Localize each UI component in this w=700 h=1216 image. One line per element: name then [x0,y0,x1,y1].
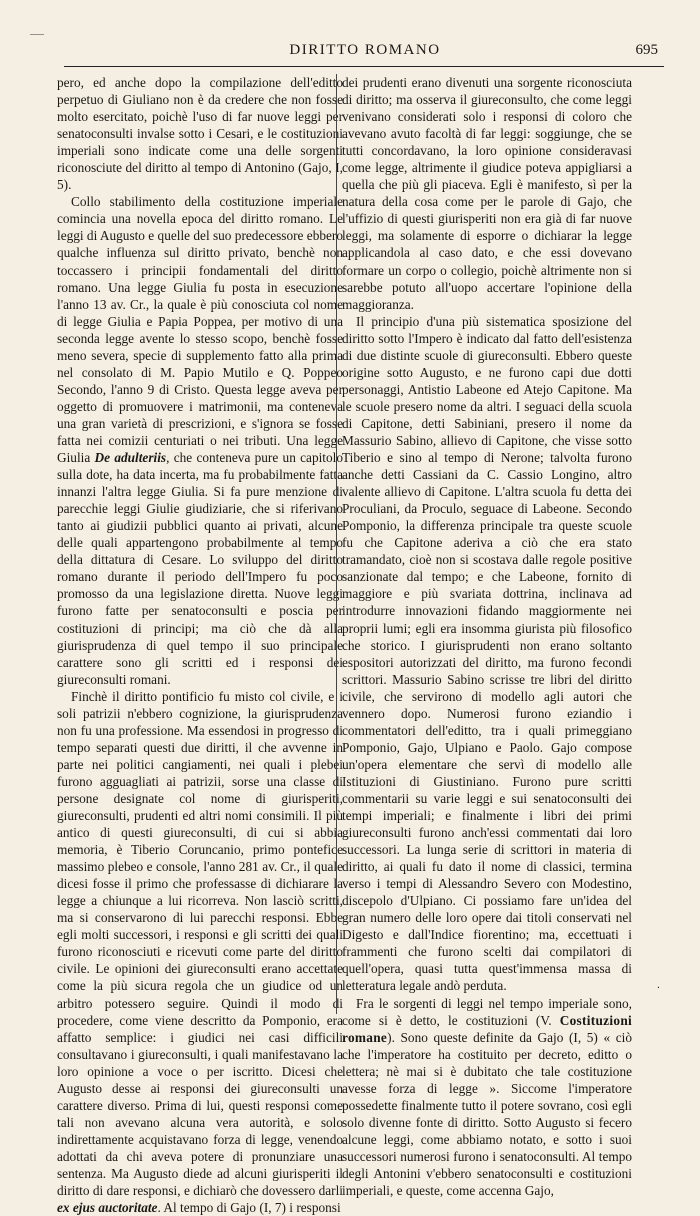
corner-mark [30,34,44,35]
paragraph-text: Il principio d'una più sistematica sposizione del diritto sotto l'Impero è indicato dal fatto dell'esistenza di due distinte scuole di giureconsulti. Ebbero queste origine sotto Augusto, e ne furono capi due dotti personaggi, Antistio Labeone ed Atejo Capitone. Ma le scuole presero nome da altri. I seguaci della scuola di Capitone, detti Sabiniani, presero il nome da Massurio Sabino, allievo di Capitone, che visse sotto Tiberio e sino al tempo di Nerone; talvolta furono anche detti Cassiani da C. Cassio Longino, altro valente allievo di Capitone. L'altra scuola fu detta dei Proculiani, da Proculo, seguace di Labeone. Secondo Pomponio, la differenza principale tra queste scuole fu che Capitone aderiva a ciò che era stato tramandato, cioè non si scostava dalle regole positive sanzionate dal tempo; e che Labeone, fornito di maggiore e più svariata dottrina, inclinava ad introdurre innovazioni fidando maggiormente nei proprii lumi; egli era insomma giurista più filosofico che storico. I giurisprudenti non erano soltanto espositori autorizzati del diritto, ma furono fecondi scrittori. Massurio Sabino scrisse tre libri del diritto civile, che servirono di modello agli autori che vennero dopo. Numerosi furono eziandio i commentatori dell'editto, tra i quali primeggiano Pomponio, Gajo, Ulpiano e Paolo. Gajo compose un'opera elementare che servì di modello alle Istituzioni di Giustiniano. Furono pure scritti commentarii su varie leggi e sui senatoconsulti dei tempi imperiali; e finalmente i libri dei primi giureconsulti furono anch'essi commentati dai loro successori. La lunga serie di scrittori in materia di diritto, ai quali fu dato il nome di classici, termina verso i tempi di Alessandro Severo con Modestino, discepolo d'Ulpiano. Ci possiamo fare un'idea del gran numero delle loro opere dai titoli conservati nel Digesto e dall'Indice fiorentino; ma, eccettuati i frammenti che furono scelti dai compilatori di quell'opera, quasi tutta quest'immensa massa di letteratura legale andò perduta. [342,313,632,994]
page-header [70,42,660,64]
column-divider [336,74,337,1014]
paragraph-text: , che conteneva pure un capitolo sulla dote, ha data incerta, ma fu probabilmente fatta innanzi l'altra legge Giulia. Si fa pure menzione di parecchie leggi Giulie giudiziarie, che si riferivano tanto ai giudizii pubblici quanto ai privati, alcune delle quali appartengono probabilmente al tempo della dittatura di Cesare. Lo sviluppo del diritto romano durante il periodo dell'Impero fu poco promosso da una legislazione diretta. Nuove leggi furono fatte per senatoconsulti e poscia per costituzioni di principi; ma ciò che dà alla giurisprudenza di quel tempo il suo principale carattere sono gli scritti ed i responsi dei giureconsulti romani. [57,450,343,687]
paragraph-text: . Al tempo di Gajo (I, 7) i responsi [157,1200,341,1216]
paragraph-text: Collo stabilimento della costituzione imperiale comincia una novella epoca del diritto romano. Le leggi di Augusto e quelle del suo predecessore ebbero qualche influenza sul diritto privato, benchè non toccassero i principii fondamentali del diritto romano. Una legge Giulia fu posta in esecuzione l'anno 13 av. Cr., la quale è più conosciuta col nome di legge Giulia e Papia Poppea, per motivo di una seconda legge avente lo stesso scopo, benchè fosse meno severa, specie di supplemento fatto alla prima nel consolato di M. Papio Mutilo e Q. Poppeo Secondo, l'anno 9 di Cristo. Questa legge aveva per oggetto di promuovere i matrimonii, ma conteneva una gran varietà di prescrizioni, e s'ignora se fosse fatta nei comizii centuriati o nei tributi. Una legge Giulia [57,194,343,466]
paragraph [57,193,343,687]
running-title: DIRITTO ROMANO [289,42,441,58]
paragraph [342,313,632,995]
print-speck: · [656,983,660,994]
paragraph [342,74,632,313]
paragraph [57,688,343,1216]
paragraph-text: pero, ed anche dopo la compilazione dell'editto perpetuo di Giuliano non è da credere che non fosse molto esercitato, poichè l'uso di far nuove leggi per senatoconsulti invalse sotto i Cesari, e le costituzioni imperiali sono indicate come una delle sorgenti riconosciute del diritto al tempo di Antonino (Gajo, I, 5). [57,75,343,193]
italic-phrase: ex ejus auctoritate [57,1200,158,1216]
paragraph-text: dei prudenti erano divenuti una sorgente riconosciuta di diritto; ma osserva il giureconsulto, che come leggi venivano considerati solo i responsi di coloro che avevano avuto facoltà di far leggi: soggiunge, che se tutti concordavano, la loro opinione consideravasi come legge, altrimente il giudice poteva appigliarsi a quella che più gli piaceva. Egli è manifesto, sì per la natura della cosa come per le parole di Gajo, che l'uffizio di questi giurisperiti non era già di far nuove leggi, ma solamente di esporre o dichiarar la legge applicandola al caso dato, e che essi dovevano formare un corpo o collegio, poichè altrimente non si sarebbe potuto all'uopo accertare l'opinione della maggioranza. [342,75,632,312]
left-column [57,74,343,1216]
page-number: 695 [635,42,658,58]
paragraph-text: ). Sono queste definite da Gajo (I, 5) « ciò che l'imperatore ha costituito per decreto, editto o lettera; nè mai si è dubitato che tale costituzione avesse forza di legge ». Siccome l'imperatore possedette finalmente tutto il potere sovrano, così egli solo divenne fonte di diritto. Sotto Augusto si fecero alcune leggi, come abbiamo notato, e sotto i suoi successori numerosi furono i senatoconsulti. Al tempo degli Antonini v'ebbero senatoconsulti e costituzioni imperiali, e queste, come accenna Gajo, [342,1029,632,1199]
paragraph [57,74,343,193]
right-column [342,74,632,1199]
cross-reference: Costituzioni romane [342,1012,633,1045]
paragraph [342,995,632,1200]
paragraph-text: Finchè il diritto pontificio fu misto col civile, e i soli patrizii n'ebbero cognizione, la giurisprudenza non fu una professione. Ma essendosi in progresso di tempo separati questi due diritti, il che avvenne in parte nei politici cangiamenti, nei quali i plebei furono agguagliati ai patrizii, sorse una classe di persone designate col nome di giurisperiti, giureconsulti, prudenti ed altri nomi consimili. Il più antico di questi giureconsulti, di cui si abbia memoria, è Tiberio Coruncanio, primo pontefice massimo plebeo e console, l'anno 281 av. Cr., il quale dicesi fosse il primo che professasse di dichiarare la legge a chiunque a lui ricorreva. Non lasciò scritti, ma si conservarono di lui parecchi responsi. Ebbe egli molti successori, i responsi e gli scritti dei quali furono riconosciuti e ricevuti come parte del diritto civile. Le opinioni dei giureconsulti erano accettate come la più sicura regola che un giudice od un arbitro potessero seguire. Quindi il modo di procedere, come viene descritto da Pomponio, era affatto semplice: i giudici nei casi difficili consultavano i giureconsulti, i quali manifestavano la loro opinione a voce o per iscritto. Dicesi che Augusto desse ai responsi dei giureconsulti un carattere diverso. Prima di lui, questi responsi come tali non avevano alcuna vera autorità, e solo indirettamente acquistavano forza di legge, venendo adottati da chi aveva potere di pronunziare una sentenza. Ma Augusto diede ad alcuni giurisperiti il diritto di dare responsi, e dichiarò che dovessero darli [57,688,343,1199]
header-rule [64,66,664,67]
italic-title: De adulteriis [94,450,167,466]
paragraph-text: Fra le sorgenti di leggi nel tempo imperiale sono, come si è detto, le costituzioni (V. [342,995,632,1028]
